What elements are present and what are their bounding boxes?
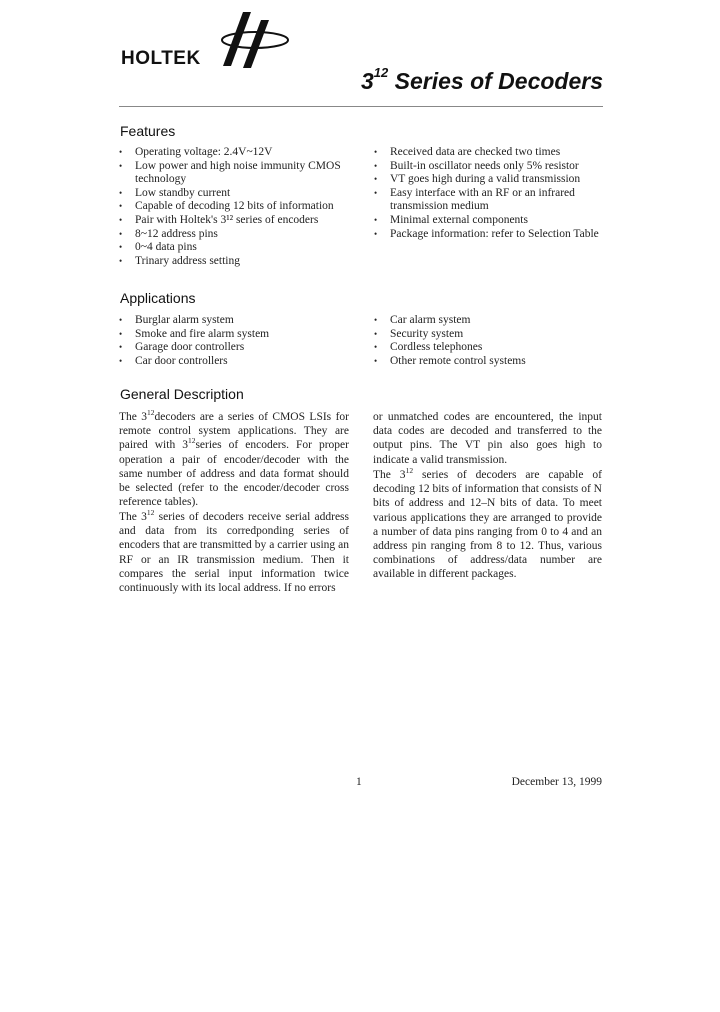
holtek-logo-mark-icon (213, 12, 293, 72)
list-item: • Received data are checked two times (374, 146, 604, 160)
list-item: • Security system (374, 328, 604, 342)
list-item: • Operating voltage: 2.4V~12V (119, 146, 351, 160)
description-paragraph-2: The $3^{12}$ series of decoders receive serial address and data from its corredponding series of encoders that are transmitted by a carrier using an RF or an IR transmission medium. Then it compares the serial input information twice continuously with its local address. If no errors (119, 508, 349, 595)
description-paragraph-3: or unmatched codes are encountered, the input data codes are decoded and transferred to the output pins. The VT pin also goes high to indicate a valid transmission. (373, 411, 602, 466)
list-item: • Car alarm system (374, 314, 604, 328)
applications-list-left (119, 314, 351, 368)
description-paragraph-1: The $3^{12}decoders$ are a series of CMOS LSIs for remote control system applications. They are paired with $3^{12}series$ of encoders. For proper operation a pair of encoder/decoder with the same number of address and data format should be selected (refer to the encoder/decoder cross reference tables). (119, 408, 349, 509)
list-item: • Capable of decoding 12 bits of information (119, 200, 351, 214)
page-number: 1 (356, 776, 362, 788)
list-item: • Pair with Holtek's 3¹² series of encoders (119, 214, 351, 228)
list-item: • Minimal external components (374, 214, 604, 228)
list-item: • Easy interface with an RF or an infrared transmission medium (374, 187, 604, 214)
list-item: • Built-in oscillator needs only 5% resistor (374, 160, 604, 174)
holtek-logo (121, 12, 301, 72)
features-heading: Features (120, 123, 176, 139)
features-list-left (119, 146, 351, 268)
list-item: • 8~12 address pins (119, 228, 351, 242)
list-item: • VT goes high during a valid transmission (374, 173, 604, 187)
applications-heading: Applications (120, 290, 196, 306)
applications-list-right (374, 314, 604, 368)
document-date: December 13, 1999 (511, 776, 602, 788)
general-description-heading: General Description (120, 386, 244, 402)
list-item: • Low power and high noise immunity CMOS technology (119, 160, 351, 187)
list-item: • Trinary address setting (119, 255, 351, 269)
list-item: • Other remote control systems (374, 355, 604, 369)
features-list-right (374, 146, 604, 241)
brand-name: HOLTEK (121, 48, 201, 69)
list-item: • Smoke and fire alarm system (119, 328, 351, 342)
list-item: • Garage door controllers (119, 341, 351, 355)
list-item: • Burglar alarm system (119, 314, 351, 328)
header-rule (119, 106, 603, 107)
list-item: • Cordless telephones (374, 341, 604, 355)
list-item: • 0~4 data pins (119, 241, 351, 255)
list-item: • Package information: refer to Selection Table (374, 228, 604, 242)
list-item: • Low standby current (119, 187, 351, 201)
description-paragraph-4: The $3^{12}$ series of decoders are capable of decoding 12 bits of information that consists of N bits of address and 12–N bits of data. To meet various applications they are arranged to provide a number of data pins ranging from 0 to 4 and an address pin ranging from 8 to 12. Thus, various combinations of address/data number are available in different packages. (373, 466, 602, 581)
list-item: • Car door controllers (119, 355, 351, 369)
page-title: $3^{12}$ Series of Decoders (360, 65, 603, 94)
